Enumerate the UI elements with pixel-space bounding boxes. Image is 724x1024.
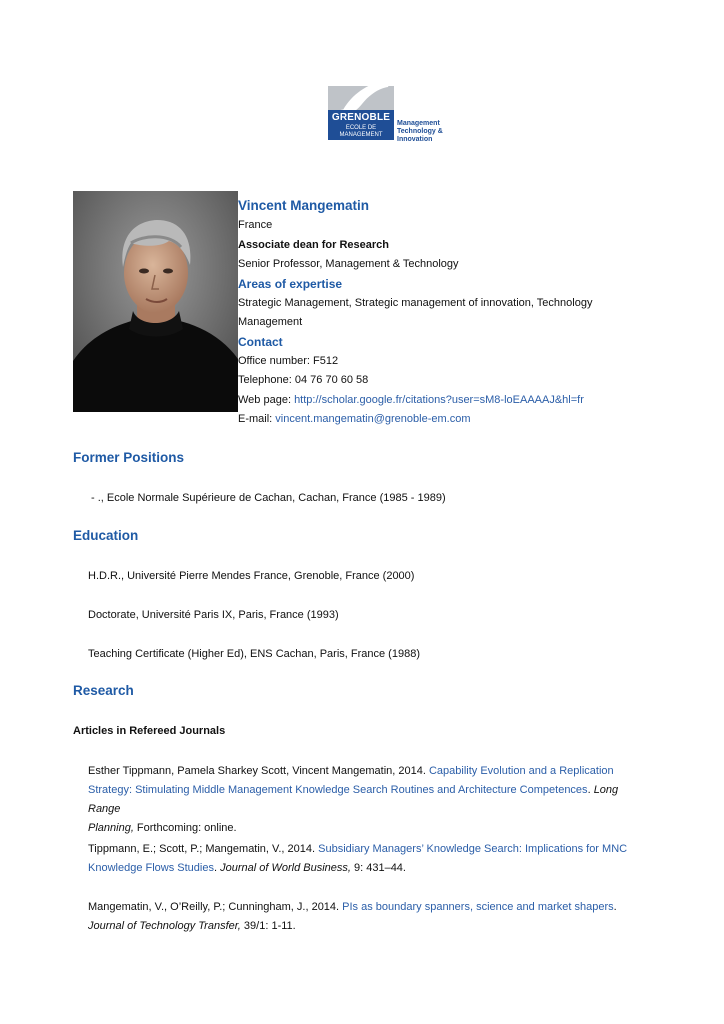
areas-text: Strategic Management, Strategic management of innovation, Technology Management (238, 296, 593, 328)
web-page (238, 391, 678, 411)
education-item: Teaching Certificate (Higher Ed), ENS Cachan, Paris, France (1988) (88, 648, 420, 660)
logo-tagline-line: Management (397, 120, 440, 127)
logo-school-line2: MANAGEMENT (339, 132, 383, 138)
article-title-link[interactable]: Subsidiary Managers’ Knowledge Search: Implications for MNC (318, 843, 628, 855)
logo-brand-block (328, 110, 394, 140)
articles-subheading: Articles in Refereed Journals (73, 725, 226, 737)
web-page-link[interactable]: http://scholar.google.fr/citations?user=sM8-loEAAAAJ&hl=fr (294, 393, 584, 406)
email-label: E-mail: (238, 413, 276, 425)
article-separator: . (613, 901, 617, 913)
office-number: Office number: F512 (238, 354, 339, 367)
education-item: Doctorate, Université Paris IX, Paris, France (1993) (88, 609, 339, 621)
logo-tagline (397, 120, 443, 144)
telephone: Telephone: 04 76 70 60 58 (238, 374, 369, 386)
web-page-label: Web page: (238, 393, 295, 406)
article-item (88, 840, 648, 878)
research-heading: Research (73, 683, 134, 698)
former-positions-heading: Former Positions (73, 450, 185, 465)
article-journal: Journal of World Business, (220, 862, 351, 874)
profile-photo (73, 191, 238, 412)
article-title-link[interactable]: Capability Evolution and a Replication (428, 765, 614, 777)
article-tail: 39/1: 1-11. (240, 920, 296, 932)
profile-name: Vincent Mangematin (238, 198, 370, 213)
article-separator: . (213, 862, 221, 874)
areas-heading: Areas of expertise (238, 276, 343, 291)
former-position-item: - ., Ecole Normale Supérieure de Cachan, Cachan, France (1985 - 1989) (91, 492, 446, 504)
article-authors: Esther Tippmann, Pamela Sharkey Scott, Vincent Mangematin, 2014. (88, 765, 429, 777)
logo-tagline-line: Technology & (397, 128, 443, 135)
article-journal: Planning, (88, 822, 134, 834)
logo-brand-text: GRENOBLE (331, 112, 391, 123)
contact-heading: Contact (238, 334, 283, 349)
article-journal: Long Range (88, 784, 619, 815)
article-authors: Mangematin, V., O’Reilly, P.; Cunningham, J., 2014. (88, 901, 343, 913)
school-logo (328, 74, 448, 156)
email-link[interactable]: vincent.mangematin@grenoble-em.com (275, 413, 471, 425)
education-item: H.D.R., Université Pierre Mendes France, Grenoble, France (2000) (88, 570, 415, 582)
article-title-link[interactable]: Strategy: Stimulating Middle Management Knowledge Search Routines and Architecture Competences (88, 784, 588, 796)
article-tail: Forthcoming: online. (133, 822, 237, 834)
logo-school-line1: ECOLE DE (345, 125, 377, 131)
article-item (88, 762, 648, 838)
article-tail: 9: 431–44. (350, 862, 406, 874)
profile-title: Senior Professor, Management & Technology (238, 258, 459, 270)
article-authors: Tippmann, E.; Scott, P.; Mangematin, V., 2014. (88, 843, 319, 855)
profile-role: Associate dean for Research (238, 238, 390, 251)
article-title-link[interactable]: Knowledge Flows Studies (88, 862, 214, 874)
education-heading: Education (73, 528, 139, 543)
article-item (88, 898, 648, 936)
article-title-link[interactable]: PIs as boundary spanners, science and market shapers (342, 901, 614, 913)
email (238, 410, 678, 430)
article-separator: . (587, 784, 594, 796)
article-journal: Journal of Technology Transfer, (88, 920, 241, 932)
logo-tagline-line: Innovation (397, 136, 433, 143)
profile-info (238, 196, 678, 430)
profile-country: France (238, 219, 273, 231)
